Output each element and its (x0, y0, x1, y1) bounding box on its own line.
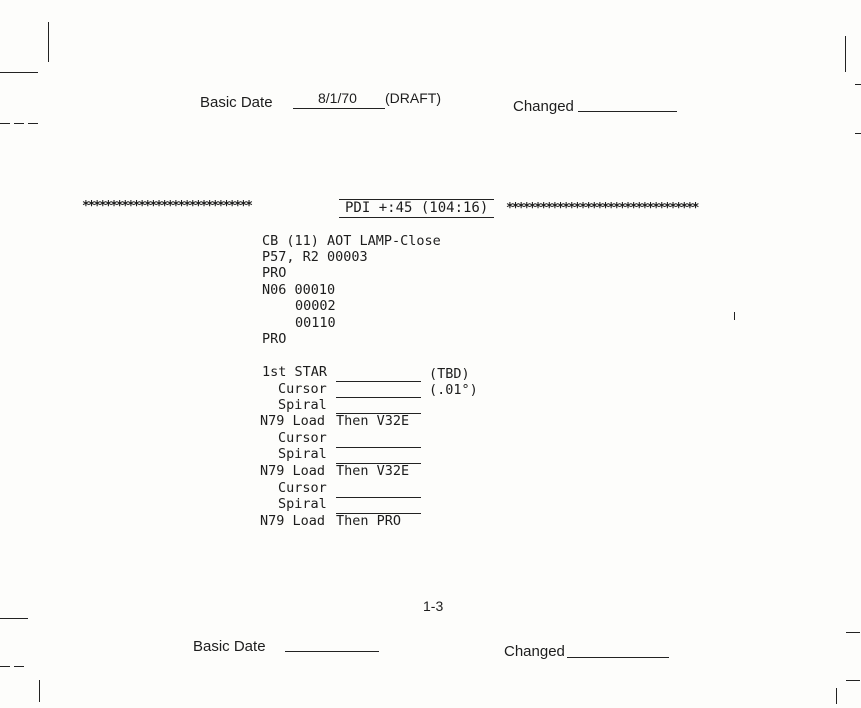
n79-load-label: N79 Load (260, 463, 326, 479)
n79-load-action: Then V32E (336, 413, 410, 429)
footer-basic-date-underline (285, 651, 379, 652)
margin-mark (28, 123, 38, 124)
changed-underline (578, 111, 677, 112)
margin-mark (14, 666, 24, 667)
section-title: PDI +:45 (104:16) (339, 199, 494, 218)
margin-mark (48, 22, 49, 62)
margin-mark (0, 618, 28, 619)
draft-label: (DRAFT) (385, 90, 441, 106)
margin-mark (0, 72, 38, 73)
margin-mark (855, 133, 861, 134)
spiral-label: Spiral (278, 446, 327, 462)
spiral-label: Spiral (278, 496, 327, 512)
procedure-line: N06 00010 (262, 282, 336, 298)
star-note: (TBD) (429, 366, 470, 382)
margin-mark (14, 123, 24, 124)
cursor-blank (336, 397, 421, 398)
page-number: 1-3 (423, 598, 444, 614)
procedure-line: 00110 (295, 315, 336, 331)
changed-label: Changed (513, 98, 574, 115)
n79-load-label: N79 Load (260, 413, 326, 429)
spiral-label: Spiral (278, 397, 327, 413)
procedure-line: 00002 (295, 298, 336, 314)
margin-mark (0, 666, 10, 667)
section-stars-right: ********************************** (506, 201, 698, 216)
footer-changed-underline (567, 657, 669, 658)
margin-mark (0, 123, 10, 124)
section-stars-left: ****************************** (82, 199, 251, 214)
margin-mark (39, 680, 40, 702)
cursor-note: (.01°) (429, 382, 478, 398)
n79-load-label: N79 Load (260, 513, 326, 529)
cursor-label: Cursor (278, 430, 327, 446)
star-label: 1st STAR (262, 364, 328, 380)
procedure-line: P57, R2 00003 (262, 249, 368, 265)
margin-mark (846, 632, 860, 633)
basic-date-underline (293, 108, 385, 109)
margin-mark (845, 36, 846, 72)
n79-load-action: Then V32E (336, 463, 410, 479)
margin-mark (836, 688, 837, 704)
cursor-label: Cursor (278, 381, 327, 397)
margin-mark (855, 84, 861, 85)
procedure-line: PRO (262, 265, 287, 281)
procedure-line: PRO (262, 331, 287, 347)
procedure-line: CB (11) AOT LAMP-Close (262, 233, 441, 249)
star-blank (336, 381, 421, 382)
cursor-label: Cursor (278, 480, 327, 496)
cursor-blank (336, 497, 421, 498)
cursor-blank (336, 447, 421, 448)
basic-date-label: Basic Date (200, 94, 273, 111)
footer-basic-date-label: Basic Date (193, 638, 266, 655)
n79-load-action: Then PRO (336, 513, 402, 529)
scan-speck (734, 312, 735, 320)
margin-mark (846, 680, 860, 681)
footer-changed-label: Changed (504, 643, 565, 660)
basic-date-value: 8/1/70 (318, 90, 357, 106)
